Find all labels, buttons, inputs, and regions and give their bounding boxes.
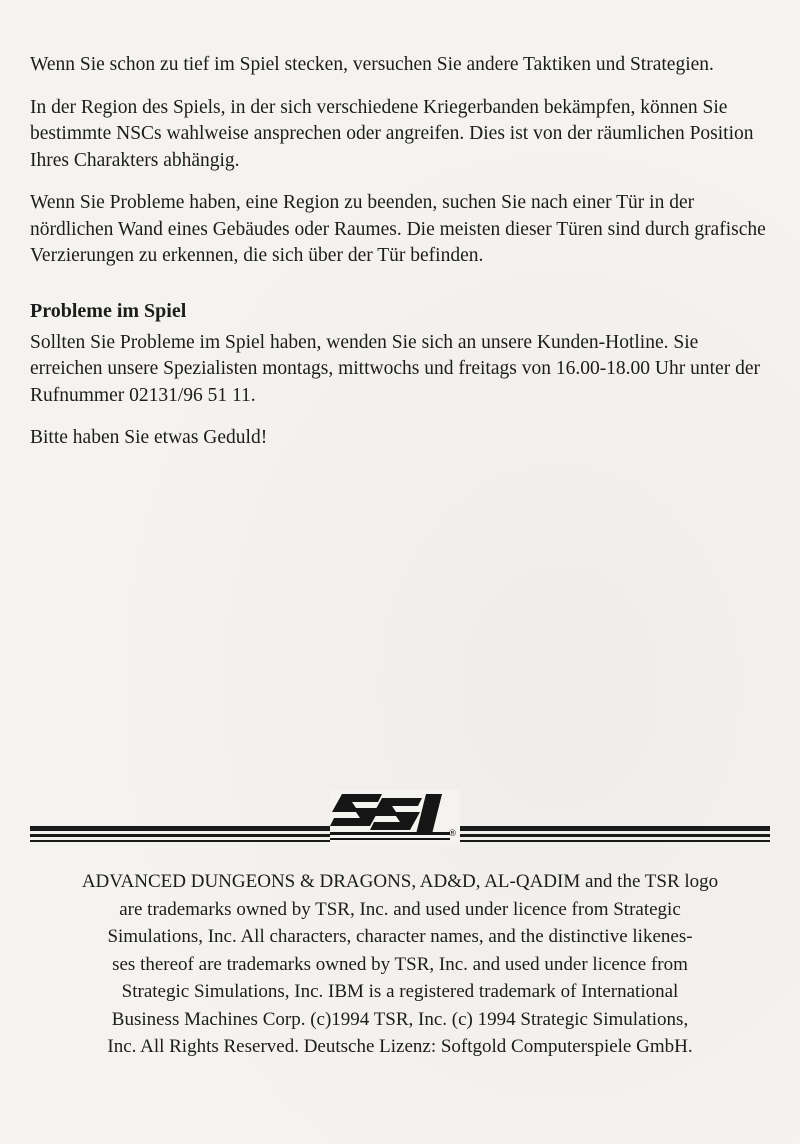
tip-paragraph-npcs: In der Region des Spiels, in der sich verschiedene Kriegerbanden bekämpfen, können Sie bestimmte NSCs wahlweise ansprechen oder angreifen. Dies ist von der räumlichen Position Ihres Charakters abhängig. (30, 96, 754, 171)
manual-text-column (30, 52, 770, 468)
trademark-line: ADVANCED DUNGEONS & DRAGONS, AD&D, AL-QADIM and the TSR logo (81, 871, 719, 892)
trademark-notice (20, 868, 780, 1061)
trademark-line: Business Machines Corp. (c)1994 TSR, Inc. (c) 1994 Strategic Simulations, (111, 1008, 689, 1030)
patience-paragraph: Bitte haben Sie etwas Geduld! (30, 427, 268, 448)
trademark-line: ses thereof are trademarks owned by TSR, Inc. and used under licence from (112, 953, 688, 975)
trademark-line: Inc. All Rights Reserved. Deutsche Lizenz: Softgold Computerspiele GmbH. (107, 1036, 693, 1057)
registered-mark: ® (448, 829, 457, 839)
section-heading-problems: Probleme im Spiel (30, 299, 187, 322)
tip-paragraph-doors: Wenn Sie Probleme haben, eine Region zu beenden, suchen Sie nach einer Tür in der nördlichen Wand eines Gebäudes oder Raumes. Die meisten dieser Türen sind durch grafische Verzierungen zu erkennen, die sich über der Tür befinden. (30, 192, 766, 266)
trademark-line: Simulations, Inc. All characters, character names, and the distinctive likenes- (107, 926, 693, 947)
trademark-line: Strategic Simulations, Inc. IBM is a registered trademark of International (121, 981, 679, 1002)
tip-paragraph-tactics: Wenn Sie schon zu tief im Spiel stecken, versuchen Sie andere Taktiken und Strategien. (30, 54, 714, 75)
trademark-line: are trademarks owned by TSR, Inc. and used under licence from Strategic (119, 898, 681, 920)
hotline-paragraph: Sollten Sie Probleme im Spiel haben, wenden Sie sich an unsere Kunden-Hotline. Sie erreichen unsere Spezialisten montags, mittwochs und freitags von 16.00-18.00 Uhr unter der Rufnummer 02131/96 51 11. (30, 331, 760, 406)
ssi-logo (30, 790, 770, 850)
ssi-logo-band (30, 790, 770, 850)
